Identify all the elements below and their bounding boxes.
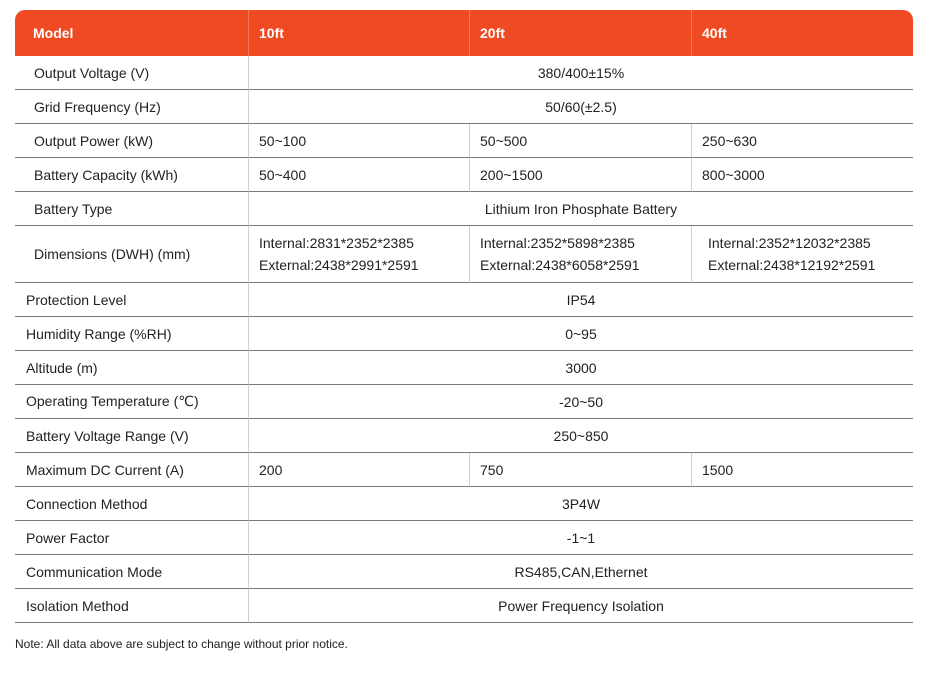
- dimension-internal: Internal:2831*2352*2385: [259, 235, 414, 251]
- row-label: Maximum DC Current (A): [15, 453, 248, 487]
- row-label: Power Factor: [15, 521, 248, 555]
- header-model: Model: [15, 10, 248, 56]
- row-value: 250~850: [248, 419, 913, 453]
- row-label: Protection Level: [15, 283, 248, 317]
- row-value: 0~95: [248, 317, 913, 351]
- row-altitude: [15, 351, 913, 385]
- row-operating-temperature: [15, 385, 913, 419]
- row-battery-voltage-range: [15, 419, 913, 453]
- cell-10ft: 50~100: [248, 124, 469, 158]
- footnote: Note: All data above are subject to change without prior notice.: [15, 637, 348, 651]
- header-40ft: 40ft: [691, 10, 913, 56]
- row-value: 3000: [248, 351, 913, 385]
- dimension-internal: Internal:2352*5898*2385: [480, 235, 635, 251]
- row-protection-level: [15, 283, 913, 317]
- row-value: -20~50: [248, 385, 913, 419]
- row-grid-frequency: [15, 90, 913, 124]
- row-label: Battery Type: [15, 192, 248, 226]
- row-output-power: [15, 124, 913, 158]
- row-label: Altitude (m): [15, 351, 248, 385]
- cell-40ft: [691, 226, 913, 283]
- row-value: 380/400±15%: [248, 56, 913, 90]
- row-max-dc-current: [15, 453, 913, 487]
- row-value: -1~1: [248, 521, 913, 555]
- cell-10ft: 50~400: [248, 158, 469, 192]
- row-value: IP54: [248, 283, 913, 317]
- row-value: Power Frequency Isolation: [248, 589, 913, 623]
- row-isolation-method: [15, 589, 913, 623]
- cell-10ft: 200: [248, 453, 469, 487]
- row-value: Lithium Iron Phosphate Battery: [248, 192, 913, 226]
- row-label: Battery Voltage Range (V): [15, 419, 248, 453]
- row-connection-method: [15, 487, 913, 521]
- row-label: Dimensions (DWH) (mm): [15, 226, 248, 283]
- row-value: 3P4W: [248, 487, 913, 521]
- row-battery-type: [15, 192, 913, 226]
- dimension-external: External:2438*12192*2591: [708, 257, 876, 273]
- row-label: Isolation Method: [15, 589, 248, 623]
- row-label: Battery Capacity (kWh): [15, 158, 248, 192]
- row-label: Connection Method: [15, 487, 248, 521]
- row-dimensions: [15, 226, 913, 283]
- row-battery-capacity: [15, 158, 913, 192]
- spec-table-container: [15, 10, 913, 623]
- row-value: RS485,CAN,Ethernet: [248, 555, 913, 589]
- row-value: 50/60(±2.5): [248, 90, 913, 124]
- table-body: [15, 56, 913, 623]
- table-header: [15, 10, 913, 56]
- row-label: Grid Frequency (Hz): [15, 90, 248, 124]
- cell-20ft: 200~1500: [469, 158, 691, 192]
- row-label: Output Power (kW): [15, 124, 248, 158]
- cell-40ft: 1500: [691, 453, 913, 487]
- cell-20ft: [469, 226, 691, 283]
- dimension-internal: Internal:2352*12032*2385: [708, 235, 871, 251]
- header-row: [15, 10, 913, 56]
- cell-40ft: 800~3000: [691, 158, 913, 192]
- row-output-voltage: [15, 56, 913, 90]
- row-label: Operating Temperature (℃): [15, 385, 248, 419]
- cell-40ft: 250~630: [691, 124, 913, 158]
- dimension-external: External:2438*6058*2591: [480, 257, 640, 273]
- cell-20ft: 750: [469, 453, 691, 487]
- row-humidity-range: [15, 317, 913, 351]
- row-label: Output Voltage (V): [15, 56, 248, 90]
- row-label: Communication Mode: [15, 555, 248, 589]
- row-communication-mode: [15, 555, 913, 589]
- header-10ft: 10ft: [248, 10, 469, 56]
- header-20ft: 20ft: [469, 10, 691, 56]
- row-label: Humidity Range (%RH): [15, 317, 248, 351]
- dimension-external: External:2438*2991*2591: [259, 257, 419, 273]
- cell-20ft: 50~500: [469, 124, 691, 158]
- row-power-factor: [15, 521, 913, 555]
- spec-table: [15, 10, 913, 623]
- cell-10ft: [248, 226, 469, 283]
